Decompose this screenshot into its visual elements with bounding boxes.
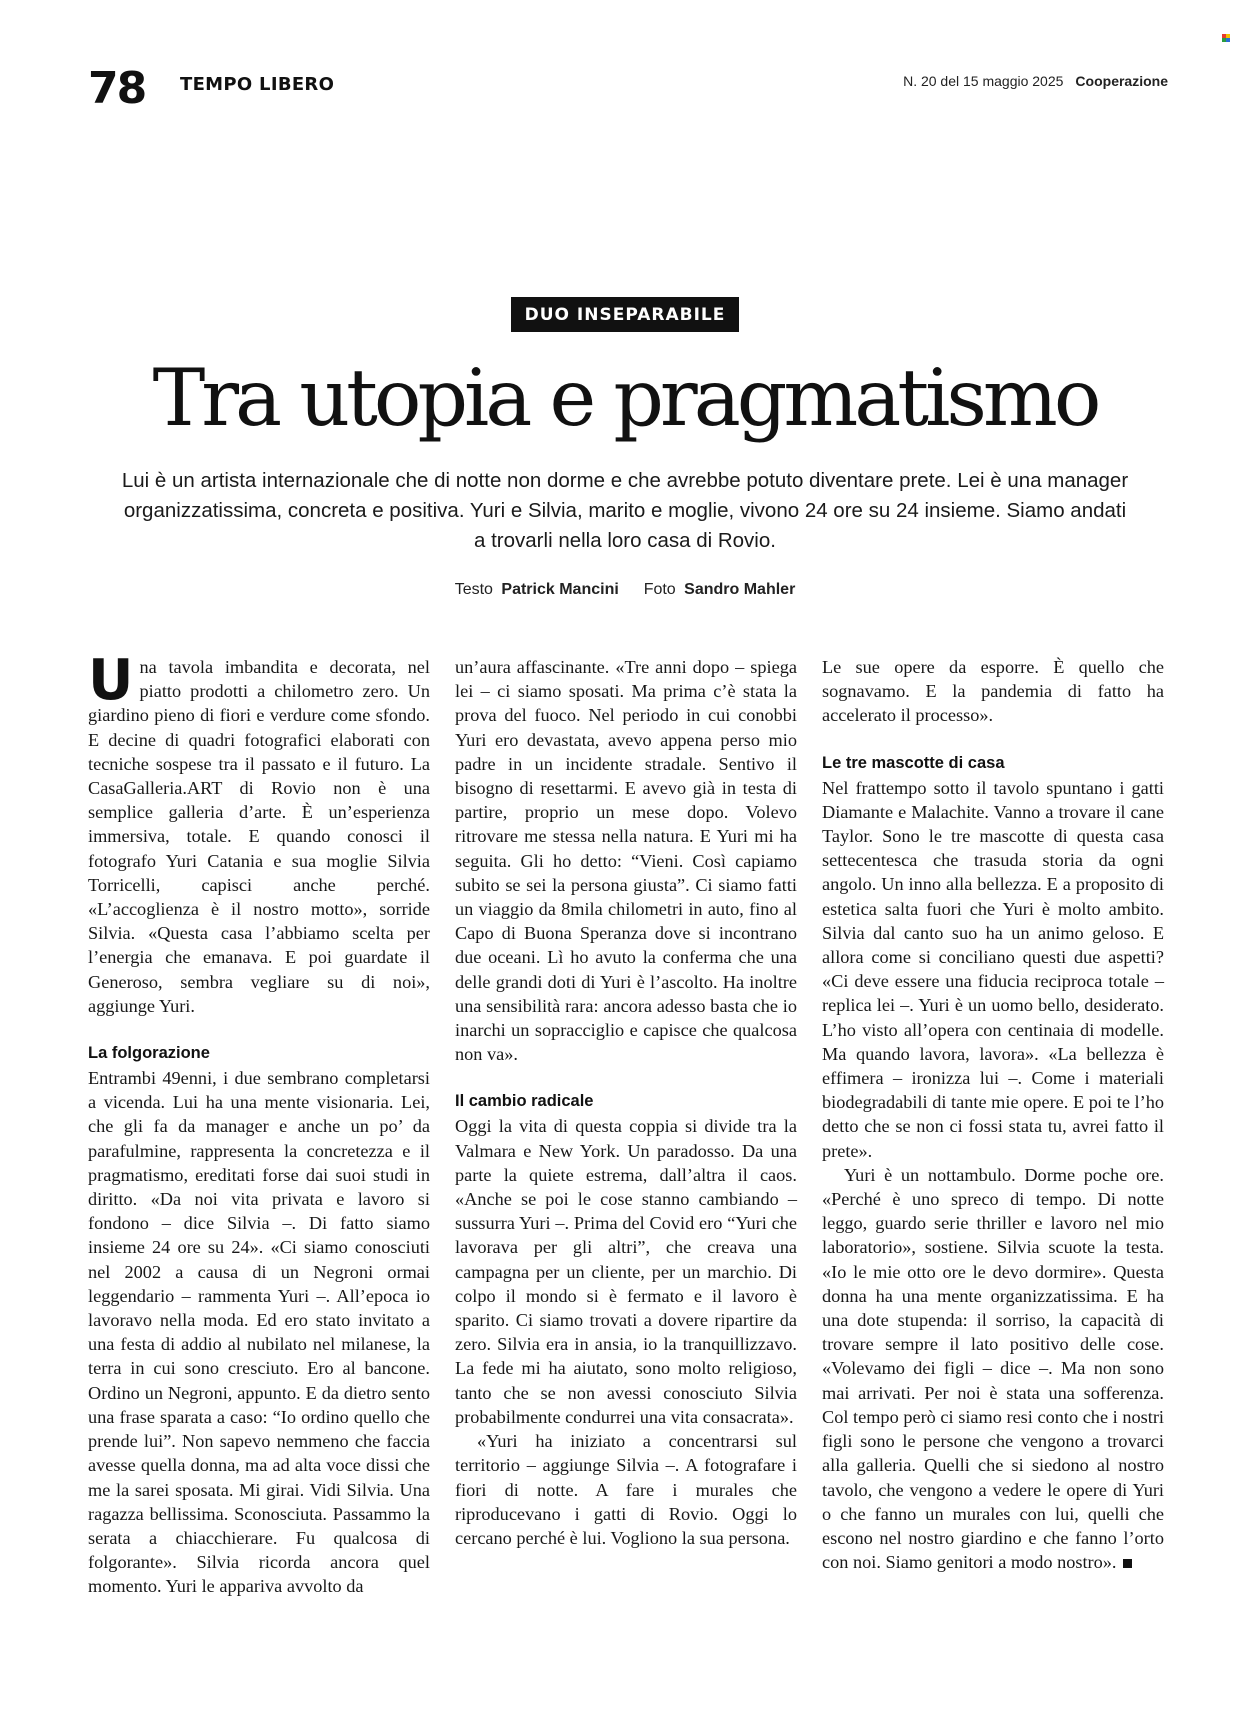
kicker-container [0,297,1250,332]
paragraph [822,1163,1164,1574]
paragraph: Le sue opere da esporre. È quello che sognavamo. E la pandemia di fatto ha accelerato il processo». [822,657,1164,726]
subheading: La folgorazione [88,1044,210,1063]
section-name: TEMPO LIBERO [180,74,335,95]
headline: Tra utopia e pragmatismo [152,352,1098,444]
text-credit-label: Testo [454,581,493,598]
byline [0,581,1250,599]
paragraph-text: Yuri è un nottambulo. Dorme poche ore. «Perché è uno spreco di tempo. Di notte leggo, guardo serie thriller e lavoro nel mio laboratorio», sostiene. Silvia scuote la testa. «Io le mie otto ore le devo dormire». Questa donna ha una mente organizzatissima. E ha una dote stupenda: il sorriso, la capacità di trovare sempre il lato positivo delle cose. «Volevamo dei figli – dice –. Ma non sono mai arrivati. Per noi è stata una sofferenza. Col tempo però ci siamo resi conto che i nostri figli sono le persone che vengono a trovarci alla galleria. Quelli che si siedono al nostro tavolo, che vengono a vedere le opere di Yuri o che fanno un murales con lui, quelli che escono nel nostro giardino e che fanno l’orto con noi. Siamo genitori a modo nostro». [822,1164,1164,1573]
paragraph-text: na tavola imbandita e decorata, nel piatto prodotti a chilometro zero. Un giardino pieno di fiori e verdure come sfondo. E decine di quadri fotografici elaborati con tecniche sospese tra il passato e il futuro. La CasaGalleria.ART di Rovio non è una semplice galleria d’arte. È un’esperienza immersiva, totale. E quando conosci il fotografo Yuri Catania e sua moglie Silvia Torricelli, capisci anche perché. «L’accoglienza è il nostro motto», sorride Silvia. «Questa casa l’abbiamo scelta per l’energia che emanava. E poi guardate il Generoso, sembra vegliare su di noi», aggiunge Yuri. [88,657,430,1016]
issue-date: N. 20 del 15 maggio 2025 [903,73,1064,89]
end-mark-icon [1123,1559,1132,1568]
subheading: Le tre mascotte di casa [822,753,1005,772]
photographer-name: Sandro Mahler [684,581,796,598]
paragraph: Oggi la vita di questa coppia si divide tra la Valmara e New York. Un paradosso. Da una parte la quiete estrema, dall’altra il caos. «Anche se poi le cose stanno cambiando – sussurra Yuri –. Prima del Covid ero “Yuri che lavorava per gli altri”, che creava una campagna per un cliente, per un marchio. Di colpo il mondo si è fermato e il lavoro è sparito. Ci siamo trovati a dovere ripartire da zero. Silvia era in ansia, io la tranquillizzavo. La fede mi ha aiutato, sono molto religioso, tanto che se non avessi conosciuto Silvia probabilmente condurrei una vita consacrata». [455,1116,797,1427]
registration-square [1226,38,1230,42]
kicker-label: DUO INSEPARABILE [511,297,740,332]
page-header [88,64,1168,114]
issue-info [903,73,1168,89]
standfirst: Lui è un artista internazionale che di notte non dorme e che avrebbe potuto diventare prete. Lei è una manager organizzatissima, concreta e positiva. Yuri e Silvia, marito e moglie, vivono 24 ore su 24 insieme. Siamo andati a trovarli nella loro casa di Rovio. [121,469,1129,552]
paragraph: «Yuri ha iniziato a concentrarsi sul territorio – aggiunge Silvia –. A fotografare i fiori di notte. A fare i murales che riproducevano i gatti di Rovio. Oggi lo cercano perché è lui. Vogliono la sua persona. [455,1431,797,1548]
color-registration-mark [1222,34,1230,42]
subheading: Il cambio radicale [455,1092,594,1111]
photo-credit-label: Foto [643,581,676,598]
drop-cap: U [88,648,134,713]
page-number: 78 [88,63,146,114]
paragraph: un’aura affascinante. «Tre anni dopo – spiega lei – ci siamo sposati. Ma prima c’è stata la prova del fuoco. Nel periodo in cui conobbi Yuri ero devastata, avevo appena perso mio padre in un incidente stradale. Sentivo il bisogno di resettarmi. E avevo già in testa di partire, proprio un mese dopo. Volevo ritrovare me stessa nella natura. E Yuri mi ha seguita. Gli ho detto: “Vieni. Così capiamo subito se sei la persona giusta”. Ci siamo fatti un viaggio da 8mila chilometri in auto, fino al Capo di Buona Speranza dove si incontrano due oceani. Lì ho avuto la conferma che una delle grandi doti di Yuri è l’ascolto. Ha inoltre una sensibilità rara: ancora adesso basta che io inarchi un sopracciglio e capisce che qualcosa non va». [455,657,797,1065]
publication-name: Cooperazione [1075,73,1168,89]
paragraph: Entrambi 49enni, i due sembrano completarsi a vicenda. Lui ha una mente visionaria. Lei, che gli fa da manager e anche un po’ da parafulmine, rappresenta la concretezza e il pragmatismo, ereditati forse dai suoi studi in diritto. «Da noi vita privata e lavoro si fondono – dice Silvia –. Di fatto siamo insieme 24 ore su 24». «Ci siamo conosciuti nel 2002 a causa di un Negroni ormai leggendario – rammenta Yuri –. All’epoca io lavoravo nella moda. Ed ero stato invitato a una festa di addio al nubilato nel milanese, la terra in cui sono cresciuto. Ero al bancone. Ordino un Negroni, appunto. E da dietro sento una frase sparata a caso: “Io ordino quello che prende lui”. Non sapevo nemmeno che faccia avesse quella donna, ma ad alta voce dissi che me la sarei sposata. Mi girai. Vidi Silvia. Una ragazza bellissima. Sconosciuta. Passammo la serata a chiacchierare. Fu qualcosa di folgorante». Silvia ricorda ancora quel momento. Yuri le appariva avvolto da [88,1068,430,1597]
author-name: Patrick Mancini [501,581,619,598]
article-column-1 [88,648,430,1599]
paragraph: Nel frattempo sotto il tavolo spuntano i gatti Diamante e Malachite. Vanno a trovare il cane Taylor. Sono le tre mascotte di questa casa settecentesca che trasuda storia da ogni angolo. Un inno alla bellezza. E a proposito di estetica salta fuori che Yuri è molto ambito. Silvia dal canto suo ha un animo geloso. E allora come si conciliano questi due aspetti? «Ci deve essere una fiducia reciproca totale – replica lei –. Yuri è un uomo bello, desiderato. L’ho visto all’opera con centinaia di modelle. Ma quando lavora, lavora». «La bellezza è effimera – ironizza lui –. Come i materiali biodegradabili di tante mie opere. E poi te l’ho detto che se non ci fossi stata tu, avrei fatto il prete». [822,777,1164,1161]
article-column-3 [822,655,1164,1574]
article-column-2 [455,655,797,1550]
paragraph [88,648,430,1018]
